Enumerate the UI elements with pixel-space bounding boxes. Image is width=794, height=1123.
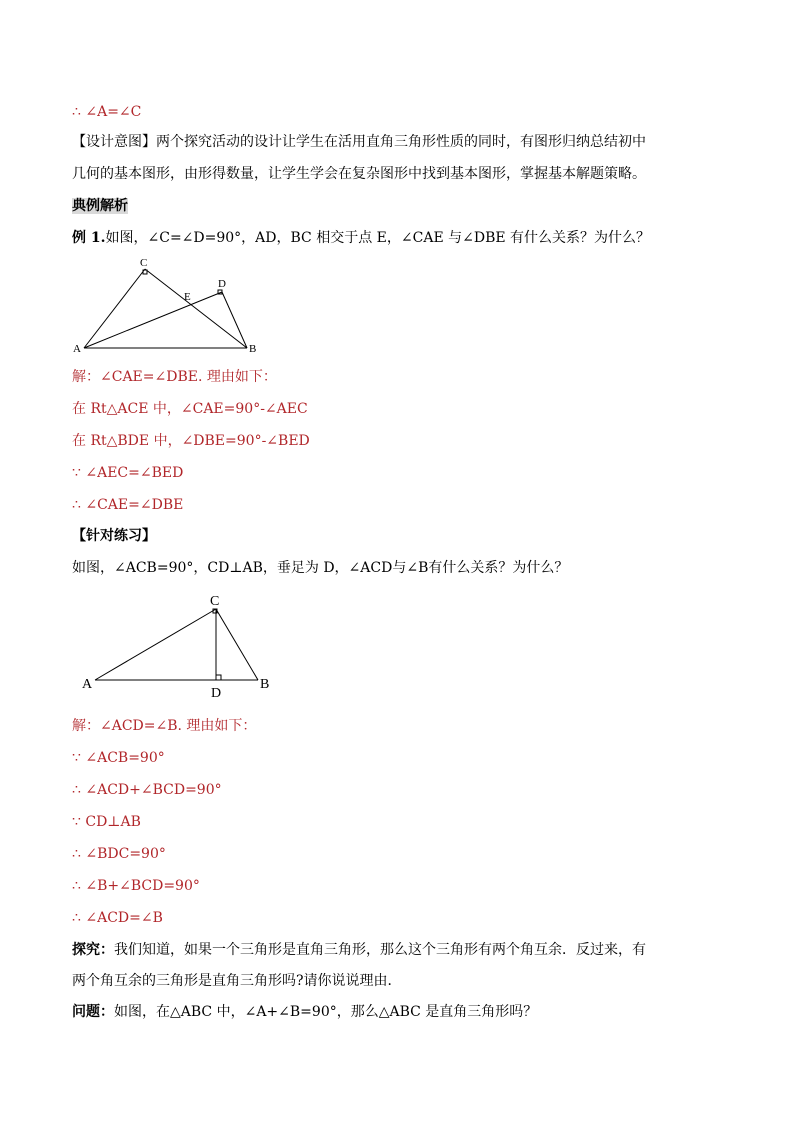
solution-1-step-2: 在 Rt△BDE 中，∠DBE=90°-∠BED	[72, 433, 310, 449]
practice-question: 如图，∠ACB=90°，CD⊥AB，垂足为 D，∠ACD与∠B有什么关系？为什么？	[72, 560, 569, 576]
problem-text: 如图，在△ABC 中，∠A+∠B=90°，那么△ABC 是直角三角形吗？	[114, 1004, 538, 1020]
exploration-paragraph	[72, 941, 646, 959]
fig1-segment-db	[222, 292, 247, 348]
example-1-text: 如图，∠C=∠D=90°，AD，BC 相交于点 E，∠CAE 与∠DBE 有什么关系？为什么？	[105, 230, 651, 246]
example-1-question	[72, 229, 650, 247]
exploration-continued: 两个角互余的三角形是直角三角形吗?请你说说理由．	[72, 973, 402, 989]
solution-2-step-6: ∴ ∠ACD=∠B	[72, 910, 163, 926]
example-1-label: 例 1.	[72, 230, 106, 246]
fig1-label-a: A	[73, 343, 81, 355]
design-intent-paragraph	[72, 133, 646, 151]
exploration-label: 探究：	[72, 942, 114, 958]
solution-1-step-3: ∵ ∠AEC=∠BED	[72, 465, 184, 481]
exploration-text: 我们知道，如果一个三角形是直角三角形，那么这个三角形有两个角互余．反过来，有	[114, 942, 646, 958]
design-intent-continued: 几何的基本图形，由形得数量，让学生学会在复杂图形中找到基本图形，掌握基本解题策略。	[72, 166, 646, 182]
solution-2-intro: 解：∠ACD=∠B. 理由如下：	[72, 718, 257, 734]
fig1-segment-ad	[84, 292, 222, 348]
fig2-right-angle-mark-d	[216, 675, 221, 680]
section-heading-text: 典例解析	[72, 198, 128, 214]
design-intent-text: 两个探究活动的设计让学生在活用直角三角形性质的同时，有图形归纳总结初中	[156, 134, 646, 150]
fig2-label-a: A	[82, 677, 93, 692]
problem-label: 问题：	[72, 1004, 114, 1020]
solution-2-step-4: ∴ ∠BDC=90°	[72, 846, 166, 862]
section-heading	[72, 197, 128, 215]
solution-1-intro: 解：∠CAE=∠DBE. 理由如下：	[72, 369, 277, 385]
fig2-segment-ac	[95, 609, 216, 680]
fig1-label-b: B	[249, 343, 257, 355]
solution-2-step-2: ∴ ∠ACD+∠BCD=90°	[72, 782, 222, 798]
practice-heading: 【针对练习】	[72, 528, 156, 544]
fig2-label-c: C	[210, 594, 220, 609]
solution-1-step-4: ∴ ∠CAE=∠DBE	[72, 497, 184, 513]
fig1-right-angle-mark-c	[143, 270, 147, 274]
solution-2-step-3: ∵ CD⊥AB	[72, 814, 141, 830]
fig2-segment-cb	[216, 609, 258, 680]
fig1-segment-cb	[145, 269, 247, 348]
fig1-segment-ac	[84, 269, 145, 348]
solution-2-step-1: ∵ ∠ACB=90°	[72, 750, 165, 766]
solution-2-step-5: ∴ ∠B+∠BCD=90°	[72, 878, 200, 894]
problem-question	[72, 1003, 537, 1021]
fig1-label-e: E	[184, 291, 191, 303]
design-intent-label: 【设计意图】	[72, 134, 156, 150]
fig1-label-c: C	[140, 257, 148, 269]
solution-1-step-1: 在 Rt△ACE 中，∠CAE=90°-∠AEC	[72, 401, 308, 417]
conclusion-line: ∴ ∠A=∠C	[72, 104, 142, 120]
fig1-right-angle-mark-d	[218, 290, 222, 294]
fig1-label-d: D	[218, 278, 226, 290]
fig2-label-b: B	[260, 677, 270, 692]
fig2-right-angle-mark-c	[213, 609, 217, 613]
fig2-label-d: D	[211, 686, 222, 701]
